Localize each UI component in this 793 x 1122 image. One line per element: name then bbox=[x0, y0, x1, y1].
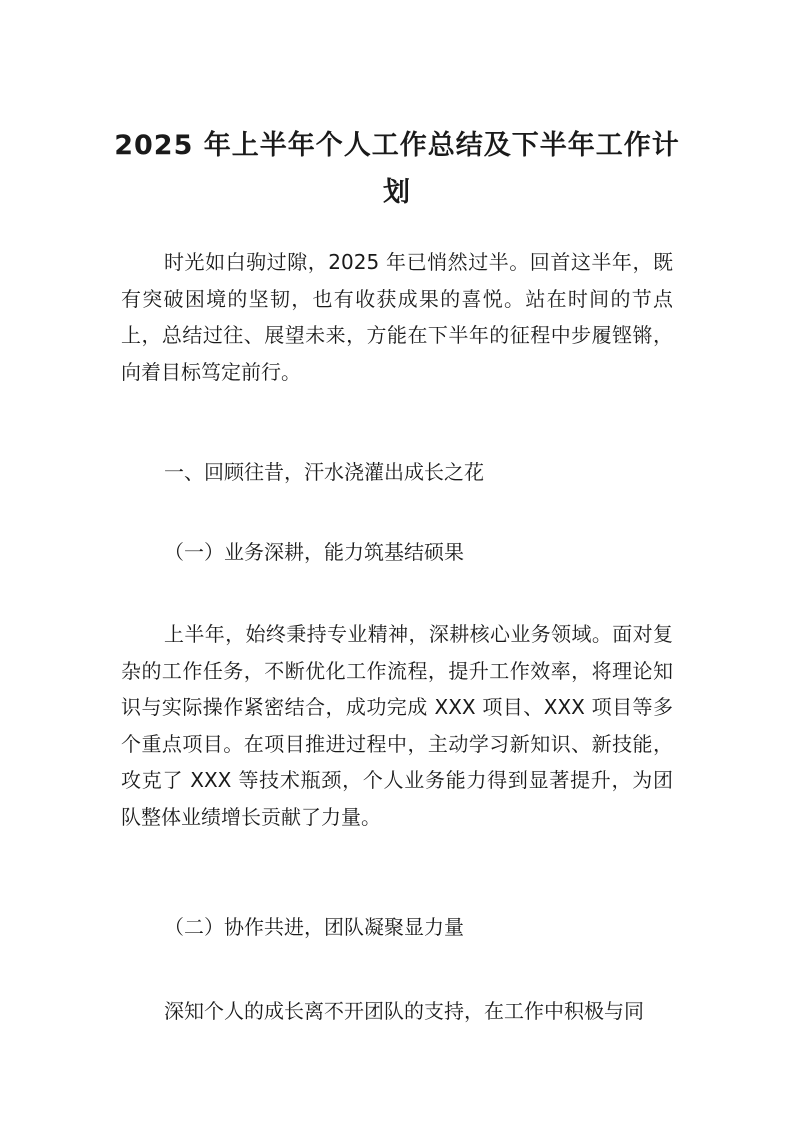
subsection-heading-2: （二）协作共进，团队凝聚显力量 bbox=[164, 915, 464, 939]
document-title: 2025 年上半年个人工作总结及下半年工作计划 bbox=[114, 130, 680, 208]
section-heading-1: 一、回顾往昔，汗水浇灌出成长之花 bbox=[164, 460, 484, 484]
subsection-1-body: 上半年，始终秉持专业精神，深耕核心业务领域。面对复杂的工作任务，不断优化工作流程，提升工作效率，将理论知识与实际操作紧密结合，成功完成 XXX 项目、XXX 项目等多个重点项目。在项目推进过程中，主动学习新知识、新技能，攻克了 XXX 等技术瓶颈，个人业务能力得到显著提升，为团队整体业绩增长贡献了力量。 bbox=[121, 622, 673, 829]
subsection-2-body: 深知个人的成长离不开团队的支持，在工作中积极与同 bbox=[164, 999, 644, 1023]
subsection-heading-1: （一）业务深耕，能力筑基结硕果 bbox=[164, 540, 464, 564]
intro-paragraph: 时光如白驹过隙，2025 年已悄然过半。回首这半年，既有突破困境的坚韧，也有收获成果的喜悦。站在时间的节点上，总结过往、展望未来，方能在下半年的征程中步履铿锵，向着目标笃定前行。 bbox=[121, 250, 673, 384]
